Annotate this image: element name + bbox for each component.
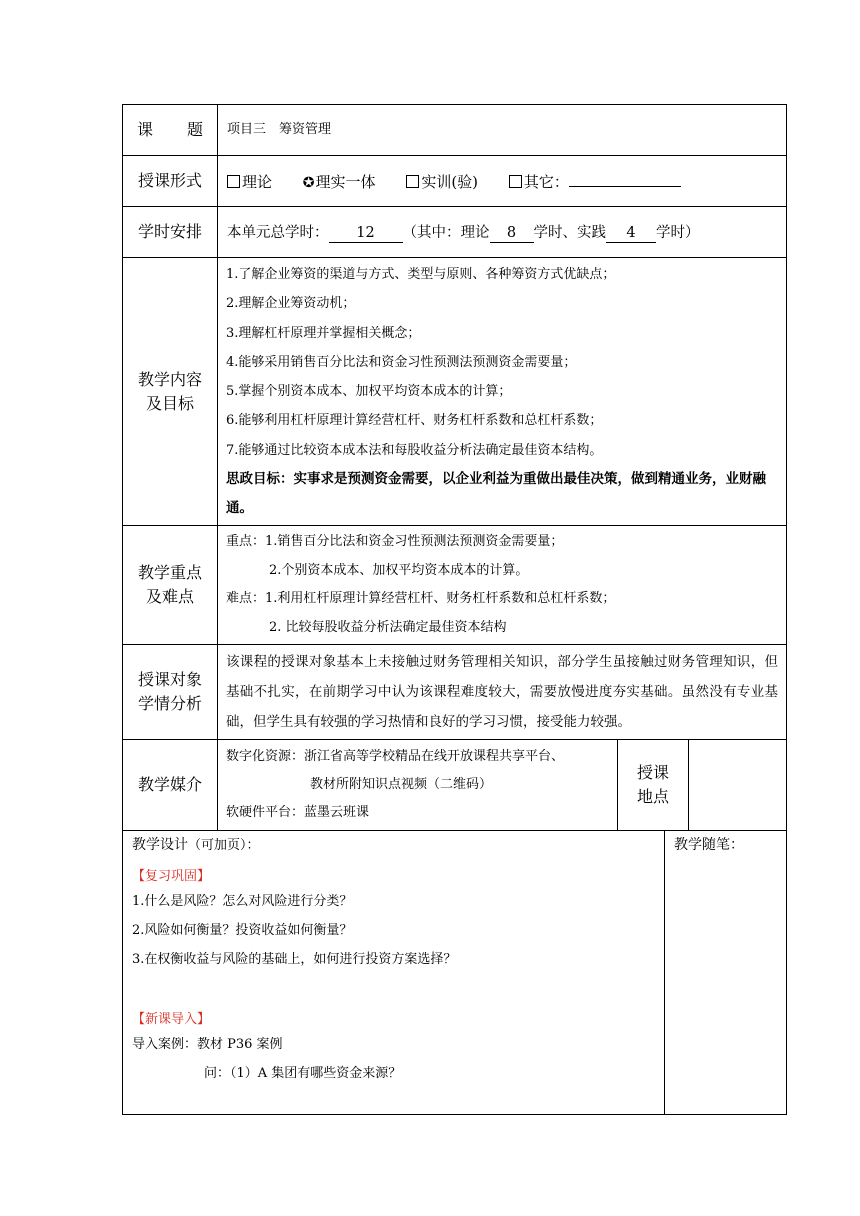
hours-practice: 4 — [606, 224, 656, 243]
objective-item: 4.能够采用销售百分比法和资金习性预测法预测资金需要量； — [226, 354, 577, 370]
keypoint-line: 重点：1.销售百分比法和资金习性预测法预测资金需要量； — [226, 534, 564, 550]
hours-value: 本单元总学时： 12 （其中：理论 8 学时、实践 4 学时） — [218, 207, 787, 258]
keypoint-line: 2. 比较每股收益分析法确定最佳资本结构 — [269, 619, 507, 635]
objective-item: 7.能够通过比较资本成本法和每股收益分析法确定最佳资本结构。 — [226, 442, 603, 458]
row-objectives — [123, 258, 787, 526]
format-other-blank[interactable] — [569, 186, 681, 187]
objective-item: 5.掌握个别资本成本、加权平均资本成本的计算； — [226, 384, 512, 400]
objective-item: 2.理解企业筹资动机； — [226, 296, 356, 312]
notes-column — [665, 831, 787, 1115]
row-topic — [123, 105, 787, 156]
location-value[interactable] — [689, 740, 787, 831]
design-header: 教学设计（可加页）： — [132, 837, 260, 854]
format-option-integrated[interactable]: ✪理实一体 — [302, 172, 376, 191]
topic-value: 项目三 筹资管理 — [218, 105, 787, 156]
row-keypoints — [123, 526, 787, 645]
topic-label — [123, 105, 218, 156]
empty-checkbox-icon — [406, 175, 419, 188]
media-line: 数字化资源：浙江省高等学校精品在线开放课程共享平台、 — [226, 749, 565, 765]
hours-total: 12 — [329, 224, 403, 243]
location-label: 授课 地点 — [618, 740, 689, 831]
analysis-label: 授课对象 学情分析 — [123, 645, 218, 740]
topic-label-char-1: 课 — [136, 120, 153, 139]
format-label: 授课形式 — [123, 156, 218, 207]
objectives-content — [218, 258, 787, 526]
design-content — [123, 831, 665, 1115]
review-item: 3.在权衡收益与风险的基础上，如何进行投资方案选择？ — [132, 952, 457, 968]
empty-checkbox-icon — [509, 175, 522, 188]
row-analysis — [123, 645, 787, 740]
row-hours — [123, 207, 787, 258]
review-section-title: 【复习巩固】 — [132, 869, 211, 885]
media-content — [218, 740, 618, 831]
row-media — [123, 740, 787, 831]
analysis-content — [218, 645, 787, 740]
objective-item: 3.理解杠杆原理并掌握相关概念； — [226, 325, 421, 341]
format-option-theory[interactable]: 理论 — [227, 173, 272, 191]
format-option-other[interactable]: 其它： — [509, 173, 569, 191]
format-options — [218, 156, 787, 207]
gear-checkbox-icon: ✪ — [302, 174, 315, 191]
hours-theory: 8 — [490, 224, 534, 243]
objective-item: 6.能够利用杠杆原理计算经营杠杆、财务杠杆系数和总杠杆系数； — [226, 413, 603, 429]
objective-item: 1.了解企业筹资的渠道与方式、类型与原则、各种筹资方式优缺点； — [226, 267, 616, 282]
keypoints-content — [218, 526, 787, 645]
media-label: 教学媒介 — [123, 740, 218, 831]
notes-header: 教学随笔： — [674, 837, 744, 854]
media-line: 教材所附知识点视频（二维码） — [310, 777, 493, 793]
empty-checkbox-icon — [227, 175, 240, 188]
objectives-label: 教学内容 及目标 — [123, 258, 218, 526]
topic-label-char-2: 题 — [187, 120, 204, 139]
format-option-practice[interactable]: 实训(验) — [406, 173, 478, 191]
keypoint-line: 难点：1.利用杠杆原理计算经营杠杆、财务杠杆系数和总杠杆系数； — [226, 591, 616, 607]
lesson-plan-table — [122, 104, 787, 1115]
keypoint-line: 2.个别资本成本、加权平均资本成本的计算。 — [269, 562, 529, 578]
review-item: 1.什么是风险？怎么对风险进行分类？ — [132, 894, 353, 910]
hours-label: 学时安排 — [123, 207, 218, 258]
analysis-text: 该课程的授课对象基本上未接触过财务管理相关知识，部分学生虽接触过财务管理知识，但基础不扎实，在前期学习中认为该课程难度较大，需要放慢进度夯实基础。虽然没有专业基础，但学生具有较强的学习热情和良好的学习习惯，接受能力较强。 — [226, 654, 779, 731]
intro-question: 问：（1）A 集团有哪些资金来源？ — [204, 1066, 402, 1082]
row-format — [123, 156, 787, 207]
review-item: 2.风险如何衡量？投资收益如何衡量？ — [132, 923, 353, 939]
media-line: 软硬件平台：蓝墨云班课 — [226, 805, 370, 821]
ideology-objective: 思政目标：实事求是预测资金需要，以企业利益为重做出最佳决策，做到精通业务，业财融通。 — [226, 471, 766, 517]
row-design — [123, 831, 787, 1115]
intro-section-title: 【新课导入】 — [132, 1012, 211, 1028]
intro-case: 导入案例：教材 P36 案例 — [132, 1037, 283, 1053]
keypoints-label: 教学重点 及难点 — [123, 526, 218, 645]
